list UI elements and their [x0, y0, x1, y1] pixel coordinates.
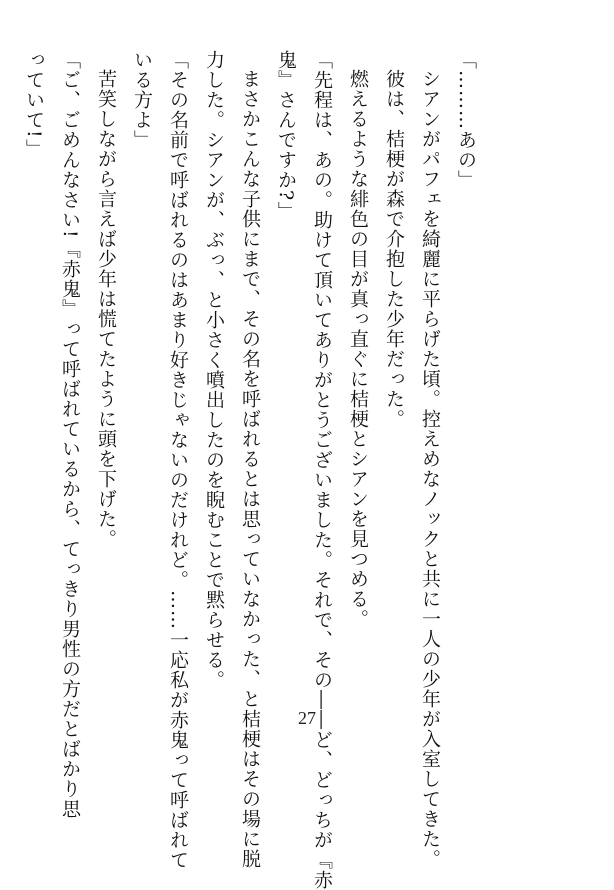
text-line: 燃えるような緋色の目が真っ直ぐに桔梗とシアンを見つめる。 — [347, 69, 369, 629]
text-line: まさかこんな子供にまで、その名を呼ばれるとは思っていなかった、と桔梗はその場に脱 — [239, 69, 261, 869]
text-line: 「………あの」 — [455, 50, 477, 190]
text-line: 力した。シアンが、ぶっ、と小さく噴出したのを睨むことで黙らせる。 — [203, 50, 225, 690]
text-line: いる方よ」 — [131, 50, 153, 150]
text-line: 「先程は、あの。助けて頂いてありがとうございました。それで、その――ど、どっちが『赤 — [311, 50, 333, 890]
text-line: 苦笑しながら言えば少年は慌てたように頭を下げた。 — [95, 69, 117, 549]
text-line: 「ご、ごめんなさい!『赤鬼』って呼ばれているから、てっきり男性の方だとばかり思 — [59, 50, 81, 819]
text-line: シアンがパフェを綺麗に平らげた頃。控えめなノックと共に一人の少年が入室してきた。 — [419, 69, 441, 869]
text-line: 「その名前で呼ばれるのはあまり好きじゃないのだけれど。……一応私が赤鬼って呼ばれて — [167, 50, 189, 870]
text-line: 彼は、桔梗が森で介抱した少年だった。 — [383, 69, 405, 429]
text-line: 鬼』さんですか?」 — [275, 50, 297, 222]
page-number: 27 — [298, 708, 316, 728]
text-line: っていて!」 — [23, 50, 45, 159]
